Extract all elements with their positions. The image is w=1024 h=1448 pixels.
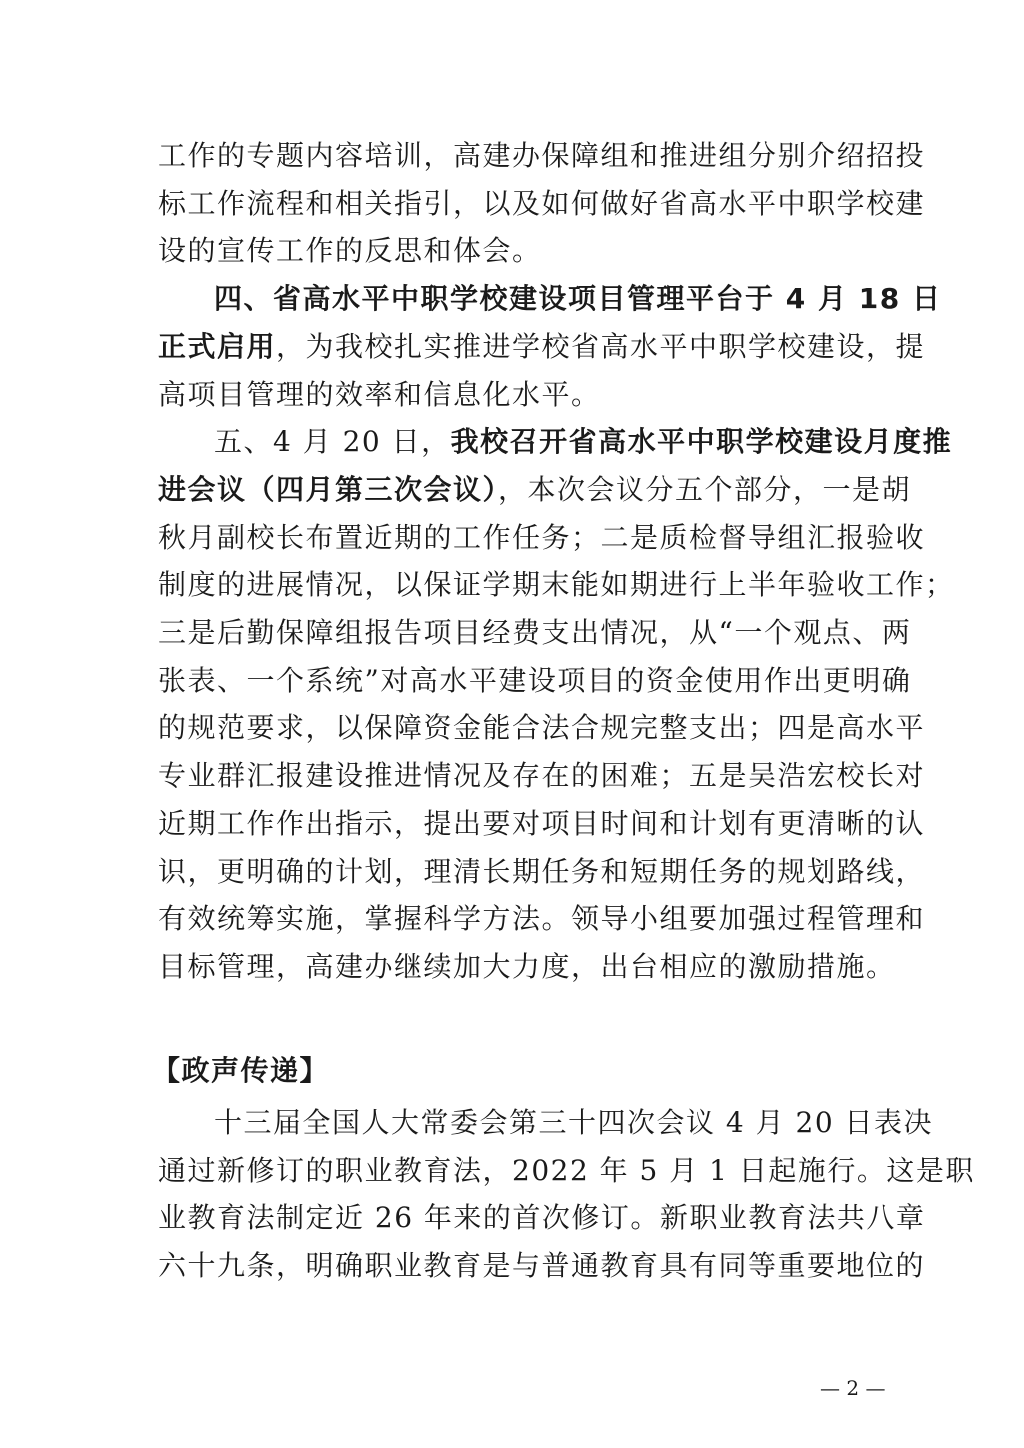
paragraph-line: 通过新修订的职业教育法，2022 年 5 月 1 日起施行。这是职: [158, 1154, 975, 1187]
paragraph-line: 进会议（四月第三次会议），本次会议分五个部分，一是胡: [158, 473, 912, 506]
paragraph-line: 近期工作作出指示，提出要对项目时间和计划有更清晰的认: [158, 807, 926, 840]
paragraph-line: 工作的专题内容培训，高建办保障组和推进组分别介绍招投: [158, 139, 926, 172]
paragraph-line: 目标管理，高建办继续加大力度，出台相应的激励措施。: [158, 950, 896, 983]
paragraph-line: 标工作流程和相关指引，以及如何做好省高水平中职学校建: [158, 187, 926, 220]
paragraph-line: 高项目管理的效率和信息化水平。: [158, 378, 601, 411]
paragraph-line: 识，更明确的计划，理清长期任务和短期任务的规划路线，: [158, 855, 926, 888]
paragraph-line: 制度的进展情况，以保证学期末能如期进行上半年验收工作；: [158, 568, 955, 601]
bold-text: 正式启用: [158, 330, 277, 363]
page-number: — 2 —: [820, 1376, 886, 1400]
paragraph-line: 业教育法制定近 26 年来的首次修订。新职业教育法共八章: [158, 1201, 926, 1234]
paragraph-line: 三是后勤保障组报告项目经费支出情况，从“一个观点、两: [158, 616, 912, 649]
paragraph-line: 张表、一个系统”对高水平建设项目的资金使用作出更明确: [158, 664, 912, 697]
paragraph-line: 正式启用，为我校扎实推进学校省高水平中职学校建设，提: [158, 330, 926, 363]
item-four-heading: 四、省高水平中职学校建设项目管理平台于 4 月 18 日: [214, 282, 942, 315]
paragraph-line: 六十九条，明确职业教育是与普通教育具有同等重要地位的: [158, 1249, 926, 1282]
paragraph-line: 的规范要求，以保障资金能合法合规完整支出；四是高水平: [158, 711, 926, 744]
bold-text: 进会议（四月第三次会议）: [158, 473, 499, 506]
paragraph-line: 十三届全国人大常委会第三十四次会议 4 月 20 日表决: [214, 1106, 934, 1139]
paragraph-line: 设的宣传工作的反思和体会。: [158, 234, 542, 267]
paragraph-line: 有效统筹实施，掌握科学方法。领导小组要加强过程管理和: [158, 902, 926, 935]
paragraph-line: 秋月副校长布置近期的工作任务；二是质检督导组汇报验收: [158, 521, 926, 554]
bold-text: 我校召开省高水平中职学校建设月度推: [450, 425, 953, 458]
paragraph-line: 五、4 月 20 日，我校召开省高水平中职学校建设月度推: [214, 425, 953, 458]
section-heading: 【政声传递】: [152, 1054, 330, 1087]
paragraph-line: 专业群汇报建设推进情况及存在的困难；五是吴浩宏校长对: [158, 759, 926, 792]
